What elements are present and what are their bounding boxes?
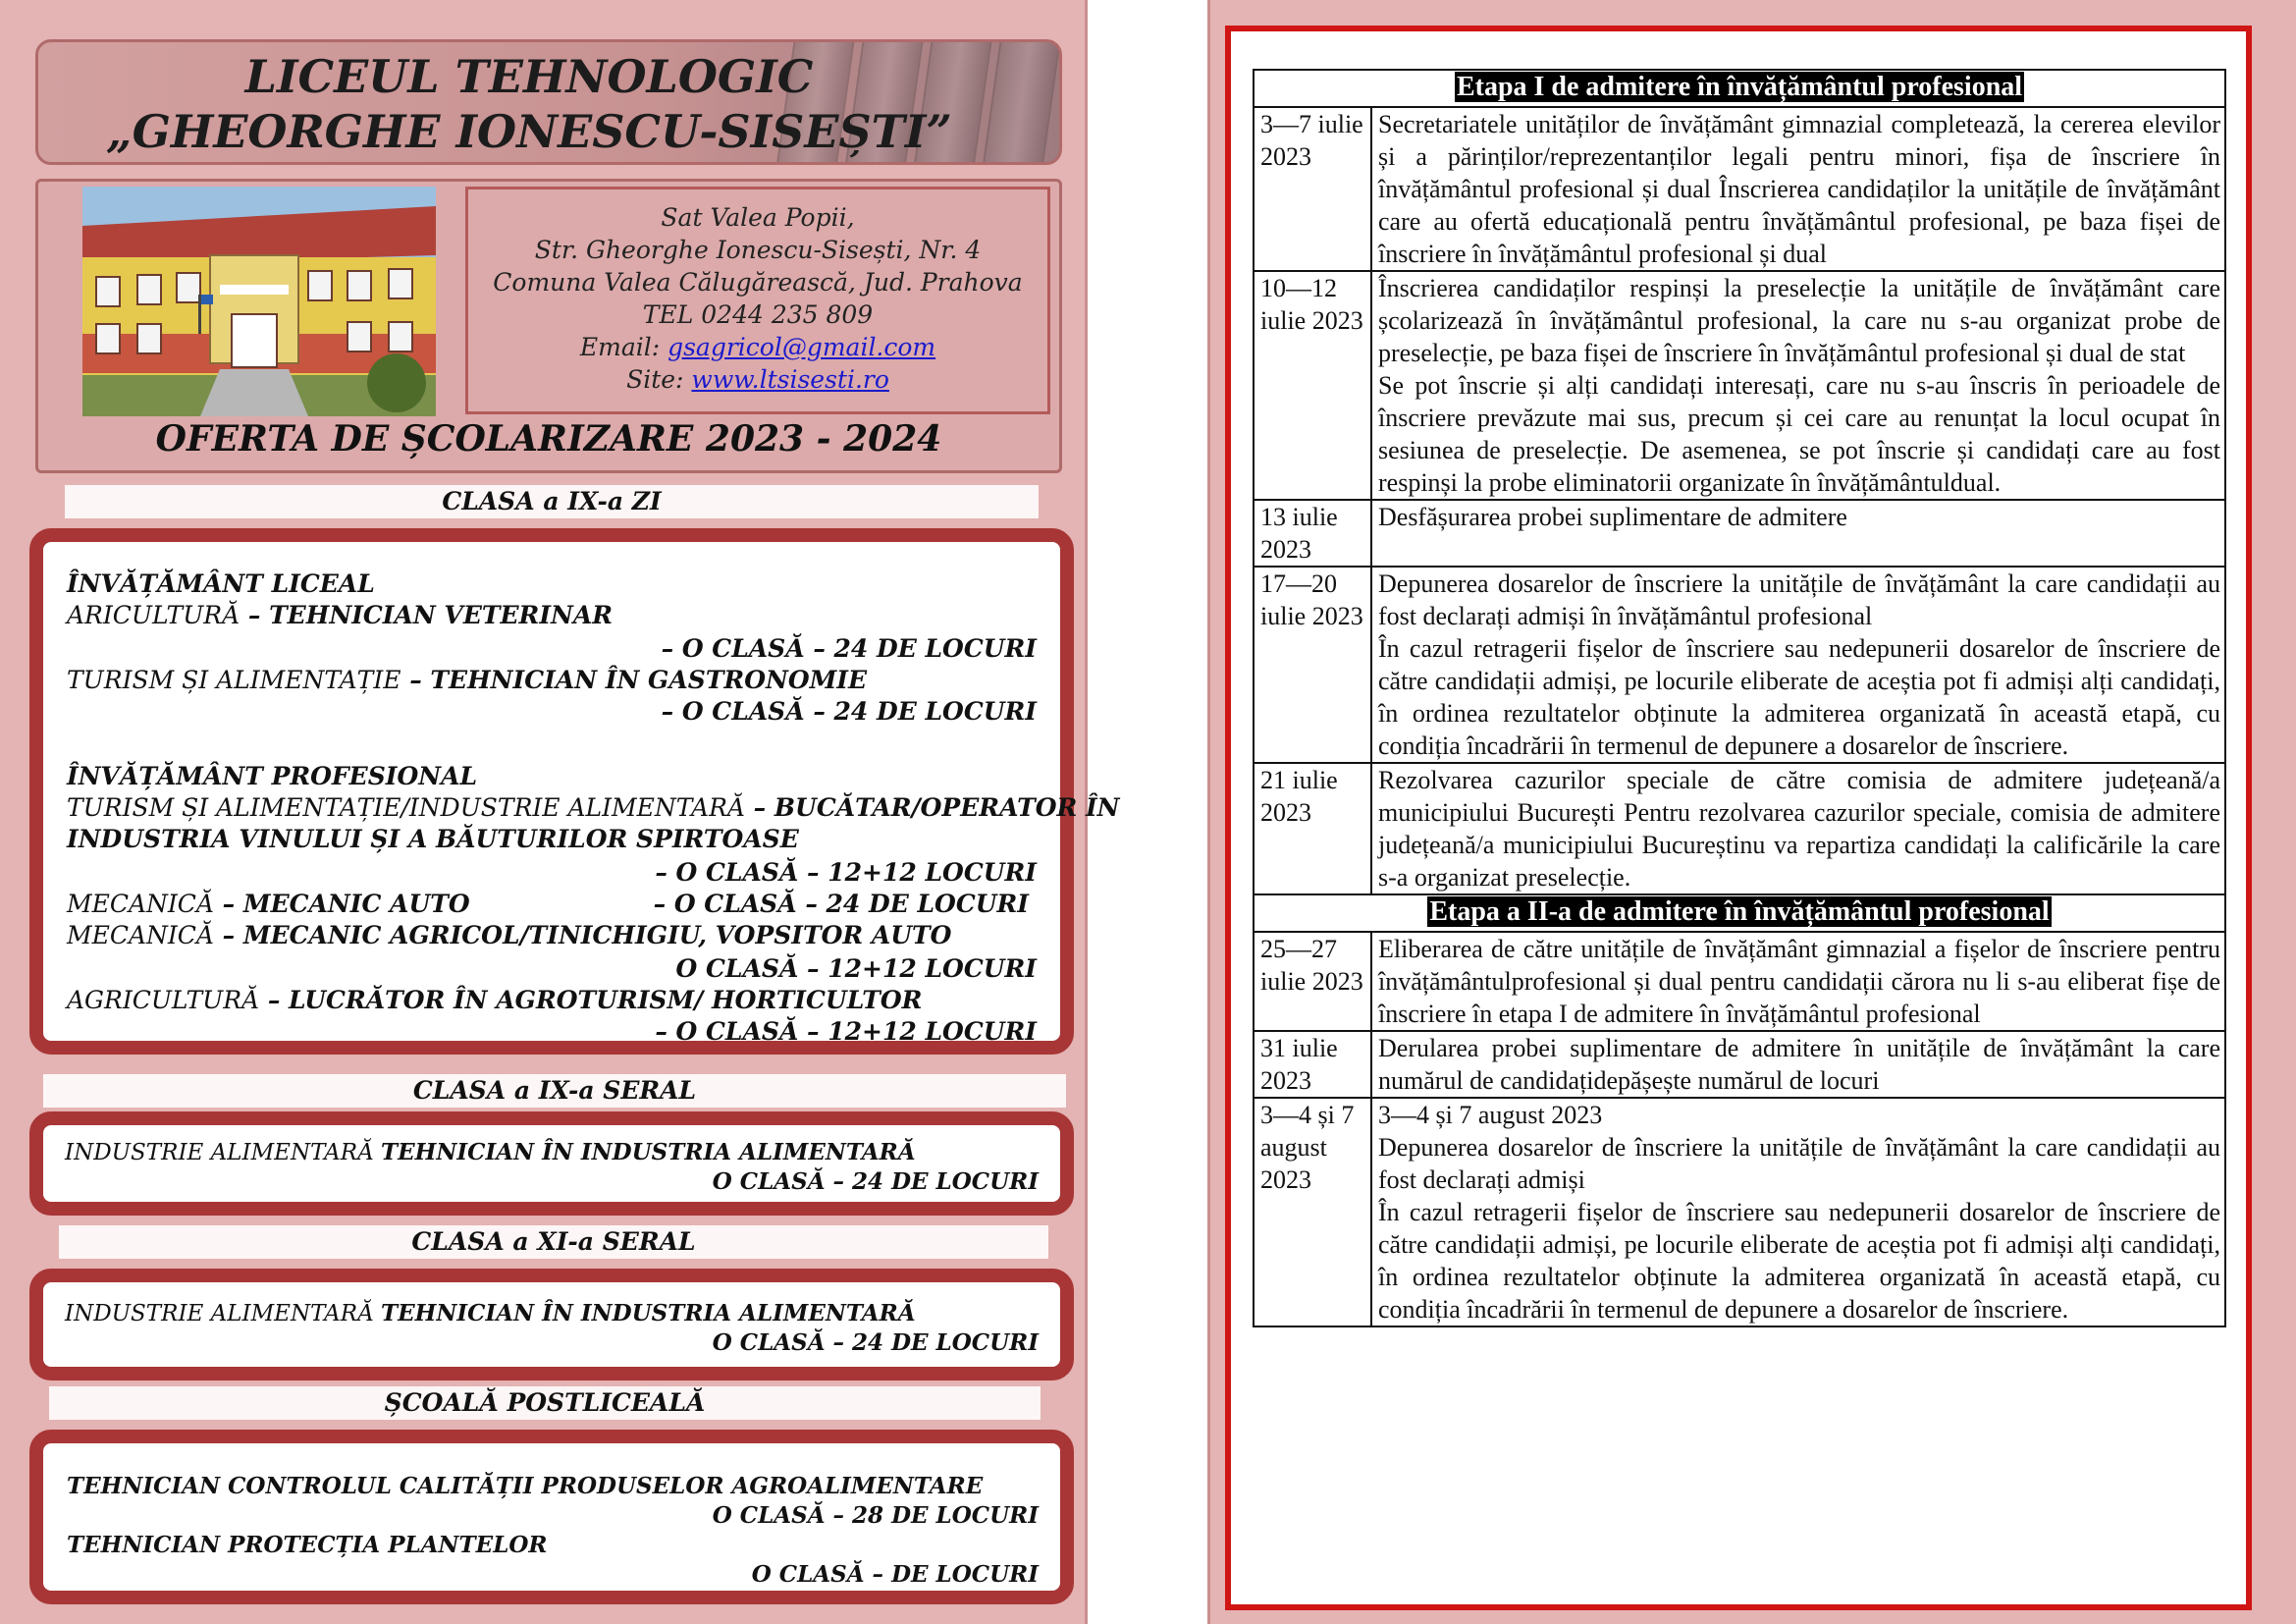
schedule-text: Desfășurarea probei suplimentare de admitere bbox=[1378, 503, 1847, 531]
profesional-heading: ÎNVĂȚĂMÂNT PROFESIONAL bbox=[67, 762, 478, 790]
offer-box-postliceal bbox=[29, 1430, 1074, 1604]
offer-line: INDUSTRIA VINULUI ȘI A BĂUTURILOR SPIRTOASE bbox=[67, 825, 799, 853]
offer-places: – O CLASĂ – 24 DE LOCURI bbox=[661, 634, 1037, 663]
offer-line: TURISM ȘI ALIMENTAȚIE/INDUSTRIE ALIMENTARĂ – BUCĂTAR/OPERATOR ÎN bbox=[67, 793, 1120, 822]
stage-header-cell bbox=[1254, 894, 2225, 932]
offer-places: O CLASĂ – 24 DE LOCURI bbox=[712, 1168, 1039, 1195]
schedule-description bbox=[1371, 932, 2225, 1031]
schedule-row bbox=[1254, 271, 2225, 500]
offer-line: INDUSTRIE ALIMENTARĂ TEHNICIAN ÎN INDUSTRIA ALIMENTARĂ bbox=[65, 1300, 916, 1326]
schedule-date: 3—7 iulie 2023 bbox=[1254, 107, 1371, 271]
school-name: LICEUL TEHNOLOGIC bbox=[244, 50, 814, 103]
schedule-text: Depunerea dosarelor de înscriere la unitățile de învățământ la care candidații au fost declarați admiși bbox=[1378, 1133, 2220, 1194]
schedule-text: Se pot înscrie și alți candidați interesați, care nu s-au înscris în perioadele de înscriere prevăzute mai sus, precum și cei care au renunțat la locul ocupat în sesiunea de preselecție. De asemenea, se pot înscrie și candidați care au fost respinși la probe eliminatorii organizate în învățământuldual. bbox=[1378, 371, 2220, 497]
schedule-description bbox=[1371, 1031, 2225, 1098]
schedule-description bbox=[1371, 763, 2225, 894]
stage-header-cell bbox=[1254, 70, 2225, 107]
schedule-date: 25—27 iulie 2023 bbox=[1254, 932, 1371, 1031]
email-label: Email: bbox=[579, 333, 668, 361]
schedule-text: Secretariatele unităților de învățământ gimnazial completează, la cererea elevilor și a părinților/reprezentanților legali pentru minori, fișa de înscriere în învățământul profesional și dual Înscrierea candidaților la unitățile de învățământ care au ofertă educațională pentru învățământul profesional, pe baza fișei de înscriere în învățământul profesional și dual bbox=[1378, 110, 2220, 268]
offer-places: – O CLASĂ – 12+12 LOCURI bbox=[655, 1017, 1037, 1046]
schedule-row bbox=[1254, 107, 2225, 271]
schedule-date: 3—4 și 7 august 2023 bbox=[1254, 1098, 1371, 1326]
section-bar-seral-11: CLASA a XI-a SERAL bbox=[59, 1225, 1048, 1259]
schedule-row bbox=[1254, 932, 2225, 1031]
address-line: Sat Valea Popii, bbox=[661, 203, 855, 232]
schedule-description bbox=[1371, 567, 2225, 763]
offer-line: TEHNICIAN PROTECȚIA PLANTELOR bbox=[67, 1532, 548, 1558]
site-line bbox=[468, 363, 1047, 396]
schedule-text: Derularea probei suplimentare de admitere în unitățile de învățământ la care numărul de candidațidepășește numărul de locuri bbox=[1378, 1034, 2220, 1095]
school-building-photo bbox=[82, 187, 436, 416]
schedule-text: Înscrierea candidaților respinși la preselecție la unitățile de învățământ care școlarizează în învățământul profesional, la care nu s-au organizat probe de preselecție, pe baza fișei de înscriere în învățământul profesional și dual de stat bbox=[1378, 274, 2220, 367]
schedule-text: Eliberarea de către unitățile de învățământ gimnazial a fișelor de înscriere pentru învățământulprofesional și dual pentru candidații cărora nu li s-au eliberat fișe de înscriere în etapa I de admitere în învățământul profesional bbox=[1378, 935, 2220, 1028]
schedule-row bbox=[1254, 567, 2225, 763]
schedule-row bbox=[1254, 1031, 2225, 1098]
schedule-date: 17—20 iulie 2023 bbox=[1254, 567, 1371, 763]
offer-title: OFERTA DE ȘCOLARIZARE 2023 - 2024 bbox=[155, 418, 942, 460]
schedule-date: 13 iulie 2023 bbox=[1254, 500, 1371, 567]
offer-places: – O CLASĂ – 24 DE LOCURI bbox=[653, 890, 1029, 918]
stage-title: Etapa I de admitere în învățământul profesional bbox=[1456, 72, 2023, 102]
schedule-text: Depunerea dosarelor de înscriere la unitățile de învățământ la care candidații au fost declarați admiși în învățământul profesional bbox=[1378, 569, 2220, 630]
section-bar-seral-9: CLASA a IX-a SERAL bbox=[43, 1074, 1066, 1108]
section-bar-zi: CLASA a IX-a ZI bbox=[65, 485, 1039, 518]
email-line bbox=[468, 331, 1047, 363]
offer-line: TEHNICIAN CONTROLUL CALITĂȚII PRODUSELOR AGROALIMENTARE bbox=[67, 1473, 984, 1499]
schedule-description bbox=[1371, 500, 2225, 567]
offer-box-zi bbox=[29, 528, 1120, 1055]
offer-box-seral-11 bbox=[29, 1269, 1074, 1380]
email-link[interactable]: gsagricol@gmail.com bbox=[667, 333, 936, 361]
schedule-text: În cazul retragerii fișelor de înscriere sau nedepunerii dosarelor de înscriere de către candidații admiși, pe locurile eliberate de aceștia pot fi admiși alți candidați, în ordinea rezultatelor obținute la admiterea organizată în această etapă, cu condiția încadrării în termenul de depunere a dosarelor de înscriere. bbox=[1378, 1198, 2220, 1324]
schedule-description bbox=[1371, 271, 2225, 500]
schedule-text: Rezolvarea cazurilor speciale de către comisia de admitere județeană/a municipiului București Pentru rezolvarea cazurilor speciale, comisia de admitere județeană/a municipiului Bucureștinu va repartiza candidați la calificările la care s-a organizat preselecție. bbox=[1378, 766, 2220, 892]
schedule-date: 31 iulie 2023 bbox=[1254, 1031, 1371, 1098]
admission-schedule-table bbox=[1253, 69, 2226, 1327]
offer-box-seral-9 bbox=[29, 1111, 1074, 1216]
school-name: „GHEORGHE IONESCU-SISEȘTI” bbox=[106, 105, 952, 158]
schedule-description bbox=[1371, 107, 2225, 271]
stage-header-row bbox=[1254, 894, 2225, 932]
school-header bbox=[35, 39, 1062, 165]
phone-number: TEL 0244 235 809 bbox=[642, 300, 874, 329]
schedule-text: În cazul retragerii fișelor de înscriere sau nedepunerii dosarelor de înscriere de către candidații admiși, pe locurile eliberate de aceștia pot fi admiși alți candidați, în ordinea rezultatelor obținute la admiterea organizată în această etapă, cu condiția încadrării în termenul de depunere a dosarelor de înscriere. bbox=[1378, 634, 2220, 760]
schedule-text: 3—4 și 7 august 2023 bbox=[1378, 1101, 1603, 1129]
schedule-description bbox=[1371, 1098, 2225, 1326]
stage-title: Etapa a II-a de admitere în învățământul profesional bbox=[1429, 896, 2050, 927]
section-bar-postliceal: ȘCOALĂ POSTLICEALĂ bbox=[49, 1386, 1041, 1420]
offer-places: O CLASĂ – 12+12 LOCURI bbox=[675, 954, 1037, 983]
offer-places: O CLASĂ – 28 DE LOCURI bbox=[712, 1502, 1039, 1529]
offer-line: ARICULTURĂ – TEHNICIAN VETERINAR bbox=[67, 601, 614, 629]
offer-line: TURISM ȘI ALIMENTAȚIE – TEHNICIAN ÎN GASTRONOMIE bbox=[67, 666, 868, 694]
stage-header-row bbox=[1254, 70, 2225, 107]
offer-line: MECANICĂ – MECANIC AUTO bbox=[67, 890, 470, 918]
schedule-row bbox=[1254, 763, 2225, 894]
liceal-heading: ÎNVĂȚĂMÂNT LICEAL bbox=[67, 569, 375, 598]
site-label: Site: bbox=[626, 365, 692, 394]
offer-places: – O CLASĂ – 24 DE LOCURI bbox=[661, 697, 1037, 726]
schedule-row bbox=[1254, 500, 2225, 567]
offer-line: AGRICULTURĂ – LUCRĂTOR ÎN AGROTURISM/ HORTICULTOR bbox=[67, 986, 923, 1014]
offer-places: – O CLASĂ – 12+12 LOCURI bbox=[655, 858, 1037, 887]
address-box bbox=[465, 187, 1050, 414]
schedule-date: 21 iulie 2023 bbox=[1254, 763, 1371, 894]
offer-places: O CLASĂ – DE LOCURI bbox=[751, 1561, 1039, 1588]
offer-line: INDUSTRIE ALIMENTARĂ TEHNICIAN ÎN INDUSTRIA ALIMENTARĂ bbox=[65, 1139, 916, 1165]
schedule-date: 10—12 iulie 2023 bbox=[1254, 271, 1371, 500]
address-line: Comuna Valea Călugărească, Jud. Prahova bbox=[493, 268, 1023, 297]
offer-line: MECANICĂ – MECANIC AGRICOL/TINICHIGIU, VOPSITOR AUTO bbox=[67, 921, 952, 949]
offer-places: O CLASĂ – 24 DE LOCURI bbox=[712, 1329, 1039, 1356]
address-line: Str. Gheorghe Ionescu-Sisești, Nr. 4 bbox=[534, 236, 982, 264]
schedule-row bbox=[1254, 1098, 2225, 1326]
site-link[interactable]: www.ltsisesti.ro bbox=[691, 365, 889, 394]
